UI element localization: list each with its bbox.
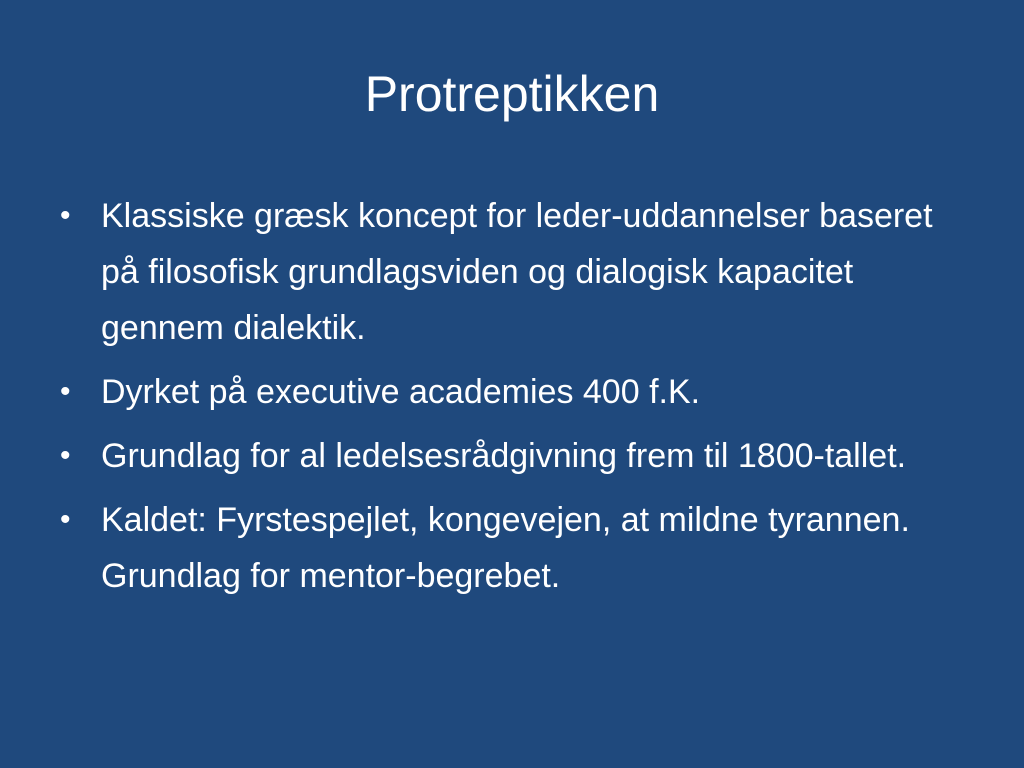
bullet-list [58,188,978,612]
bullet-item [58,428,978,484]
bullet-text: Klassiske græsk koncept for leder-uddannelser baseret på filosofisk grundlagsviden og dialogisk kapacitet gennem dialektik. [101,197,933,347]
bullet-item [58,364,978,420]
bullet-text: Grundlag for al ledelsesrådgivning frem til 1800-tallet. [101,437,907,475]
slide-title: Protreptikken [364,66,660,122]
bullet-icon: • [60,199,71,232]
bullet-icon: • [60,375,71,408]
bullet-item [58,492,978,604]
bullet-text: Dyrket på executive academies 400 f.K. [101,373,701,411]
bullet-item [58,188,978,356]
bullet-text: Kaldet: Fyrstespejlet, kongevejen, at mildne tyrannen. Grundlag for mentor-begrebet. [101,501,910,595]
bullet-icon: • [60,439,71,472]
bullet-icon: • [60,503,71,536]
